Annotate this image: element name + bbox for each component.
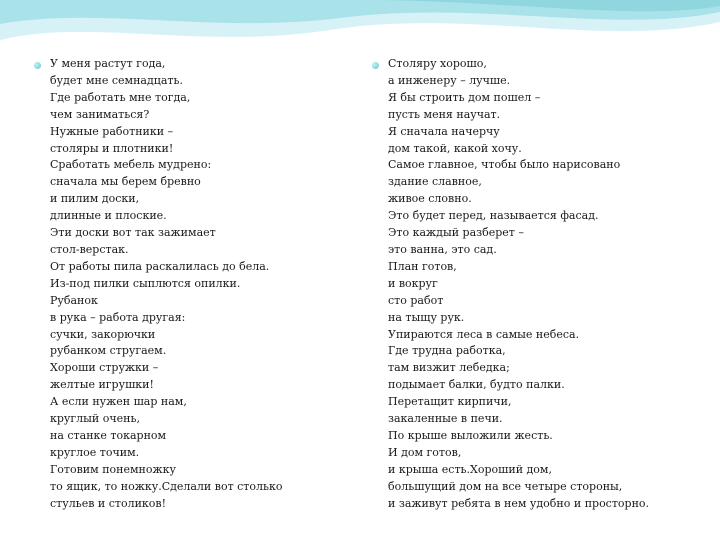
poem-line: Готовим понемножку: [50, 462, 176, 476]
poem-line: на станке токарном: [50, 428, 167, 442]
poem-line: Эти доски вот так зажимает: [50, 226, 216, 240]
right-poem-column: [372, 56, 712, 512]
poem-line: и вокруг: [388, 276, 438, 290]
poem-line: живое словно.: [388, 192, 472, 206]
poem-line: И дом готов,: [388, 445, 462, 459]
poem-line: Это будет перед, называется фасад.: [388, 209, 599, 223]
poem-line: От работы пила раскалилась до бела.: [50, 259, 270, 273]
poem-line: и пилим доски,: [50, 192, 140, 206]
bullet-icon: [34, 62, 41, 69]
poem-line: это ванна, это сад.: [388, 242, 497, 256]
poem-line: там визжит лебедка;: [388, 361, 510, 375]
poem-line: и заживут ребята в нем удобно и просторно.: [388, 496, 650, 510]
left-poem-column: [34, 56, 334, 512]
poem-line: рубанком стругаем.: [50, 344, 167, 358]
poem-line: здание славное,: [388, 175, 482, 189]
poem-line: круглый очень,: [50, 412, 140, 426]
poem-line: Хороши стружки –: [50, 361, 159, 375]
poem-line: на тыщу рук.: [388, 310, 465, 324]
poem-line: Я сначала начерчу: [388, 124, 500, 138]
poem-line: закаленные в печи.: [388, 412, 503, 426]
poem-line: в рука – работа другая:: [50, 310, 186, 324]
poem-line: сучки, закорючки: [50, 327, 156, 341]
poem-line: желтые игрушки!: [50, 378, 154, 392]
poem-line: и крыша есть.Хороший дом,: [388, 462, 552, 476]
poem-line: Столяру хорошо,: [388, 57, 487, 70]
poem-line: Перетащит кирпичи,: [388, 395, 512, 409]
poem-line: План готов,: [388, 259, 457, 273]
poem-line: Где работать мне тогда,: [50, 90, 191, 104]
poem-line: большущий дом на все четыре стороны,: [388, 479, 623, 493]
poem-line: сто работ: [388, 293, 444, 307]
poem-line: Где трудна работка,: [388, 344, 506, 358]
bullet-icon: [372, 62, 379, 69]
poem-line: сначала мы берем бревно: [50, 175, 201, 189]
poem-line: столяры и плотники!: [50, 141, 174, 155]
poem-line: Упираются леса в самые небеса.: [388, 327, 580, 341]
poem-line: то ящик, то ножку.Сделали вот столько: [50, 479, 283, 493]
poem-line: Самое главное, чтобы было нарисовано: [388, 158, 621, 172]
poem-line: Нужные работники –: [50, 124, 174, 138]
right-poem-text: [388, 56, 712, 512]
poem-line: чем заниматься?: [50, 107, 150, 121]
left-poem-text: [50, 56, 334, 512]
poem-line: Из-под пилки сыплются опилки.: [50, 276, 241, 290]
poem-line: Это каждый разберет –: [388, 226, 524, 240]
poem-line: будет мне семнадцать.: [50, 73, 183, 87]
poem-line: Рубанок: [50, 293, 98, 307]
poem-line: Сработать мебель мудрено:: [50, 158, 212, 172]
poem-line: подымает балки, будто палки.: [388, 378, 565, 392]
poem-line: стол-верстак.: [50, 242, 129, 256]
poem-line: круглое точим.: [50, 445, 140, 459]
poem-line: А если нужен шар нам,: [50, 395, 187, 409]
poem-line: Я бы строить дом пошел –: [388, 90, 541, 104]
poem-line: По крыше выложили жесть.: [388, 428, 553, 442]
poem-line: дом такой, какой хочу.: [388, 141, 522, 155]
poem-line: У меня растут года,: [50, 57, 166, 70]
poem-line: а инженеру – лучше.: [388, 73, 511, 87]
poem-line: стульев и столиков!: [50, 496, 167, 510]
poem-line: длинные и плоские.: [50, 209, 167, 223]
poem-line: пусть меня научат.: [388, 107, 501, 121]
